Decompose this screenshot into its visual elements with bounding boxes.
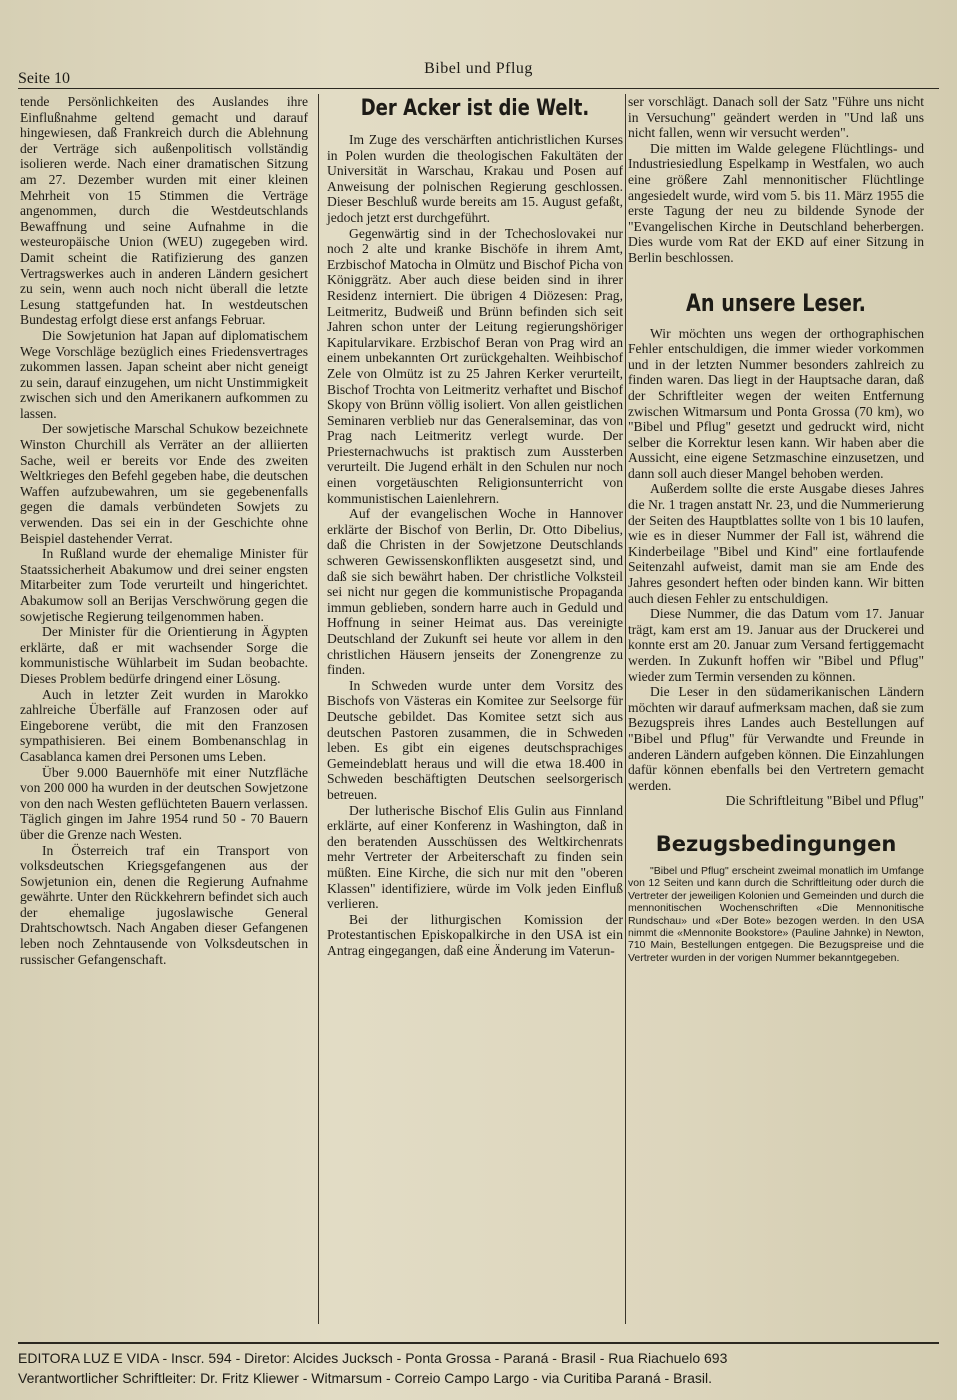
imprint-line-2: Verantwortlicher Schriftleiter: Dr. Fritz Kliewer - Witmarsum - Correio Campo Largo - via Curitiba Paraná - Brasil.	[18, 1370, 712, 1386]
news-paragraph: In Rußland wurde der ehemalige Minister für Staatssicherheit Abakumow und drei seiner engsten Mitarbeiter zum Tode verurteilt und hingerichtet. Abakumow soll an Berijas Verschwörung gegen die sowjetische Regierung teilgenommen haben.	[20, 546, 308, 624]
subscription-text: "Bibel und Pflug" erscheint zweimal monatlich im Umfange von 12 Seiten und kann durch die Schriftleitung oder durch die Vertreter der jeweiligen Kolonien und Gemeinden und durch die mennonitischen Wochenschriften «Die Mennonitische Rundschau» und «Der Bote» bezogen werden. In den USA nimmt die «Mennonite Bookstore» (Pauline Jahnke) in Newton, 710 Main, Bestellungen entgegen. Die Bezugspreise und die Vertreter wurden in der vorigen Nummer bekanntgegeben.	[628, 864, 924, 964]
subscription-heading: Bezugsbedingungen	[655, 831, 897, 856]
notice-paragraph: Wir möchten uns wegen der orthographischen Fehler entschuldigen, die immer wieder vorkommen und in der letzten Nummer besonders zahlreich zu finden waren. Das liegt in der Hauptsache daran, daß der Schriftleiter wegen der weiten Entfernung zwischen Witmarsum und Ponta Grossa (70 km), wo "Bibel und Pflug" gesetzt und gedruckt wird, nicht selber die Korrektur lesen kann. Wir haben aber die Aussicht, eine eigene Setzmaschine einzusetzen, und dann soll auch dieser Mangel behoben werden.	[628, 325, 924, 481]
column-1	[20, 94, 308, 967]
news-paragraph: Die Sowjetunion hat Japan auf diplomatischem Wege Vorschläge bezüglich eines Friedensvertrages zukommen lassen. Japan scheint aber nicht geneigt zu sein, darauf einzugehen, um nicht Unstimmigkeit zwischen sich und den Amerikanern aufkommen zu lassen.	[20, 327, 308, 421]
article-paragraph: Bei der lithurgischen Komission der Protestantischen Episkopalkirche in den USA ist ein Antrag eingegangen, daß eine Änderung im Vaterun-	[327, 911, 623, 958]
column-divider	[625, 94, 626, 1324]
article-paragraph: Die mitten im Walde gelegene Flüchtlings- und Industriesiedlung Espelkamp in Westfalen, wo auch eine größere Zahl mennonitischer Flüchtlinge angesiedelt wurde, wird vom 5. bis 11. März 1955 die erste Tagung der neu zu bildende Synode der "Evangelischen Kirche in Deutschland beherbergen. Dies wurde vom Rat der EKD auf einer Sitzung in Berlin beschlossen.	[628, 140, 924, 265]
news-paragraph: Der Minister für die Orientierung in Ägypten erklärte, daß er mit wachsender Sorge die kommunistische Wühlarbeit im Sudan beobachte. Dieses Problem bedürfe dringend einer Lösung.	[20, 624, 308, 686]
running-title: Bibel und Pflug	[424, 60, 533, 77]
imprint-footer	[18, 1342, 939, 1388]
imprint-line-1: EDITORA LUZ E VIDA - Inscr. 594 - Diretor: Alcides Jucksch - Ponta Grossa - Paraná - Brasil - Rua Riachuelo 693	[18, 1350, 728, 1366]
notice-heading: An unsere Leser.	[686, 288, 866, 317]
page-number: Seite 10	[18, 70, 70, 87]
notice-paragraph: Außerdem sollte die erste Ausgabe dieses Jahres die Nr. 1 tragen anstatt Nr. 23, und die Nummerierung der Seiten des Hauptblattes sollte von 1 bis 10 laufen, wie es in dieser Nummer der Fall ist, während die Kinderbeilage "Bibel und Kind" eine fortlaufende Seitenzahl aufweist, damit man sie am Ende des Jahres gesondert heften oder binden kann. Wir bitten auch diesen Fehler zu entschuldigen.	[628, 481, 924, 606]
masthead	[18, 60, 939, 89]
news-paragraph: tende Persönlichkeiten des Auslandes ihre Einflußnahme geltend gemacht und darauf hingewiesen, daß Frankreich durch die Ablehnung der Verträge sich außenpolitisch vollständig isolieren werde. Nach einer dramatischen Sitzung am 27. Dezember wurden mit einer kleinen Mehrheit von 15 Stimmen die Verträge angenommen, durch die Westdeutschlands Bewaffnung und seine Aufnahme in die westeuropäische Union (WEU) zugegeben wird. Damit scheint die Ratifizierung des ganzen Vertragswerkes auch in anderen Ländern gesichert zu sein, wenn auch noch nicht überall die letzte Lesung stattgefunden hat. In westdeutschen Bundestag erfolgt diese erst anfangs Februar.	[20, 94, 308, 328]
article-paragraph: ser vorschlägt. Danach soll der Satz "Führe uns nicht in Versuchung" geändert werden in "Und laß uns nicht fallen, wenn wir versucht werden".	[628, 94, 924, 141]
subscription-terms	[628, 865, 924, 964]
news-paragraph: Über 9.000 Bauernhöfe mit einer Nutzfläche von 200 000 ha wurden in der deutschen Sowjetzone von den nach Westen geflüchteten Bauern verlassen. Täglich gingen im Jahre 1954 rund 50 - 70 Bauern über die Grenze nach Westen.	[20, 764, 308, 842]
news-paragraph: Auch in letzter Zeit wurden in Marokko zahlreiche Überfälle auf Franzosen oder auf Eingeborene verübt, die mit den Franzosen sympathisieren. Bei einem Bombenanschlag in Casablanca kamen drei Personen ums Leben.	[20, 686, 308, 764]
news-paragraph: Der sowjetische Marschal Schukow bezeichnete Winston Churchill als Verräter an der alliierten Sache, weil er bereits vor Ende des zweiten Weltkrieges den Befehl gegeben habe, die deutschen Waffen aufzubewahren, um sie gegebenenfalls gegen die damals verbündeten Sowjets zu verwenden. Das sei ein in der Geschichte ohne Beispiel dastehender Verrat.	[20, 421, 308, 546]
column-3	[628, 94, 924, 964]
article-paragraph: Der lutherische Bischof Elis Gulin aus Finnland erklärte, auf einer Konferenz in Washington, daß in den beratenden Ausschüssen des Weltkirchenrats mehr Vertreter der Arbeiterschaft zu finden sein müßten. Eine Kirche, die sich nur mit den "oberen Klassen" identifiziere, würde im Volk jeden Einfluß verlieren.	[327, 802, 623, 912]
column-2	[327, 94, 623, 958]
article-paragraph: Auf der evangelischen Woche in Hannover erklärte der Bischof von Berlin, Dr. Otto Dibelius, daß die Christen in der Sowjetzone Deutschlands schweren Gewissenskonflikten ausgesetzt sind, und daß sie sich bewährt haben. Der christliche Volksteil sei nicht nur gegen die kommunistische Propaganda immun geblieben, sondern harre auch in Geduld und Hoffnung in seiner Heimat aus. Das vereinigte Deutschland der Zukunft sei heute vor allem in den christlichen Häusern jenseits der Zonengrenze zu finden.	[327, 506, 623, 678]
notice-paragraph: Die Leser in den südamerikanischen Ländern möchten wir darauf aufmerksam machen, daß sie zum Bezugspreis ihres Landes auch Bestellungen auf "Bibel und Pflug" für Verwandte und Freunde in anderen Ländern aufgeben können. Die Einzahlungen dafür können ebenfalls bei den Vertretern gemacht werden.	[628, 684, 924, 793]
article-paragraph: In Schweden wurde unter dem Vorsitz des Bischofs von Västeras ein Komitee zur Seelsorge für Deutsche gebildet. Das Komitee setzt sich aus deutschen Pastoren zusammen, die in Schweden leben. Es gibt ein eigenes deutschsprachiges Gemeindeblatt heraus und will die etwa 18.400 in Schweden beschäftigten Deutschen seelsorgerisch betreuen.	[327, 677, 623, 802]
notice-signature: Die Schriftleitung "Bibel und Pflug"	[725, 793, 924, 809]
article-paragraph: Gegenwärtig sind in der Tchechoslovakei nur noch 2 alte und kranke Bischöfe in ihrem Amt, Erzbischof Matocha in Olmütz und Bischof Picha von Königgrätz. Aber auch diese beiden sind in ihrer Residenz interniert. Die übrigen 4 Diözesen: Prag, Leitmeritz, Budweiß und Brünn befinden sich seit Jahren schon unter der Leitung regierungshöriger Kapitularvikare. Erzbischof Beran von Prag wird an einem unbekannten Ort zurückgehalten. Weihbischof Zele von Olmütz ist zu 25 Jahren Kerker verurteilt, Bischof Trochta von Leitmeritz verhaftet und Bischof Skopy von Brünn völlig isoliert. Von allen geistlichen Seminaren verblieb nur das Generalseminar, das von Prag nach Leitmeritz verlegt wurde. Der Priesternachwuchs ist praktisch zum Aussterben verurteilt. Die Jugend erhält in den Schulen nur noch einen vorgetäuschten Religionsunterricht von kommunistischen Laienlehrern.	[327, 225, 623, 506]
news-paragraph: In Österreich traf ein Transport von volksdeutschen Kriegsgefangenen aus der Sowjetunion ein, denen die Regierung Aufnahme gewährte. Unter den Rückkehrern befindet sich auch der ehemalige jugoslawische General Drahtschowtsch. Nach Angaben dieser Gefangenen leben noch Zehntausende von Volksdeutschen in russischer Gefangenschaft.	[20, 842, 308, 967]
article-paragraph: Im Zuge des verschärften antichristlichen Kurses in Polen wurden die theologischen Fakultäten der Universität in Warschau, Krakau und Posen auf Anweisung der polnischen Regierung geschlossen. Dieser Beschluß wurde bereits am 15. August gefaßt, jedoch jetzt erst durchgeführt.	[327, 132, 623, 225]
column-divider	[318, 94, 319, 1324]
notice-paragraph: Diese Nummer, die das Datum vom 17. Januar trägt, kam erst am 19. Januar aus der Druckerei und konnte erst am 20. Januar zum Versand fertiggemacht werden. In Zukunft hoffen wir "Bibel und Pflug" wieder zum Termin versenden zu können.	[628, 606, 924, 684]
article-heading: Der Acker ist die Welt.	[360, 96, 590, 121]
